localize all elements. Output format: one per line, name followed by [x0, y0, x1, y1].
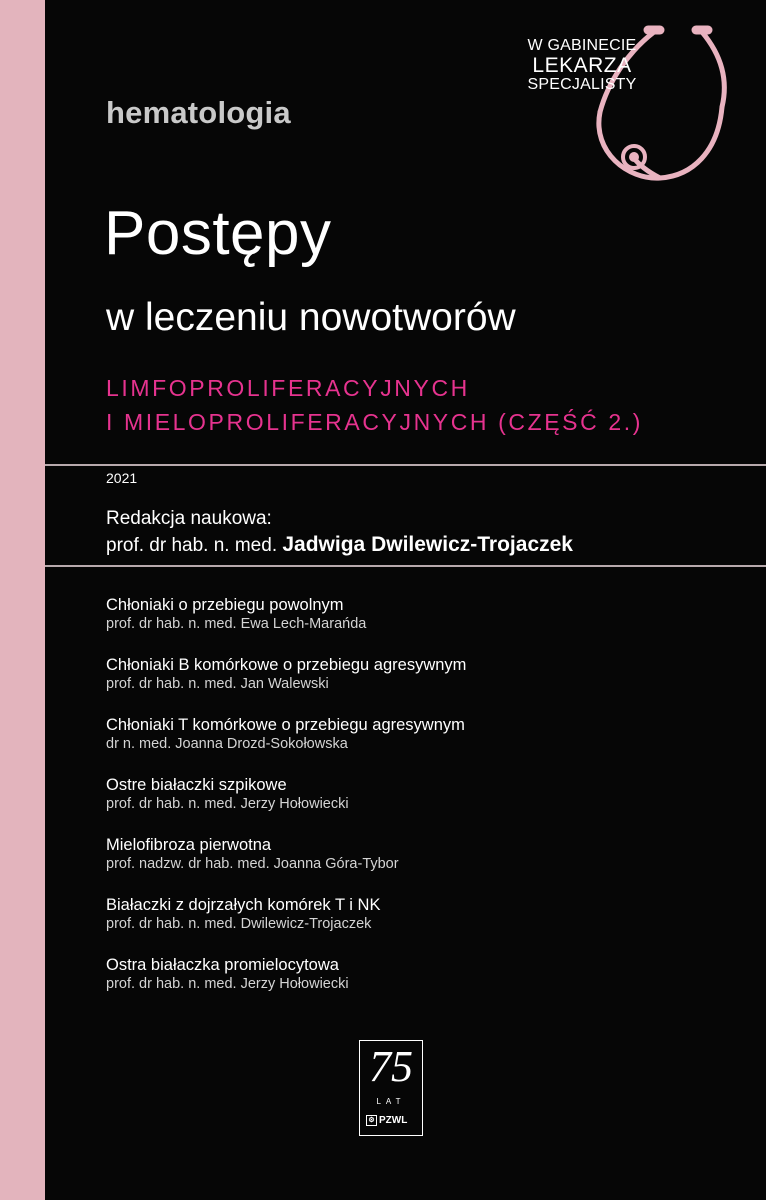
divider-bottom: [45, 565, 766, 567]
series-line-1: W GABINECIE: [527, 37, 637, 54]
chapter-title: Chłoniaki o przebiegu powolnym: [106, 596, 344, 614]
book-title: Postępy: [104, 199, 332, 268]
cover-spine: [0, 0, 45, 1200]
chapter-author: prof. dr hab. n. med. Ewa Lech-Marańda: [106, 616, 367, 632]
series-line-3: SPECJALISTY: [527, 75, 637, 93]
publisher-mark-icon: ⚙: [366, 1115, 377, 1126]
category-label: hematologia: [106, 95, 291, 130]
chapter-title: Białaczki z dojrzałych komórek T i NK: [106, 896, 381, 914]
chapter-item: [106, 775, 726, 835]
chapter-title: Ostra białaczka promielocytowa: [106, 956, 339, 974]
editor-name: Jadwiga Dwilewicz-Trojaczek: [282, 533, 573, 556]
book-subtitle-accent: [106, 371, 643, 439]
publication-year: 2021: [106, 470, 138, 486]
subtitle-accent-line-1: LIMFOPROLIFERACYJNYCH: [106, 375, 470, 401]
chapter-author: prof. dr hab. n. med. Jan Walewski: [106, 676, 329, 692]
chapter-title: Mielofibroza pierwotna: [106, 836, 272, 854]
chapter-author: prof. dr hab. n. med. Dwilewicz-Trojaczek: [106, 916, 372, 932]
publisher-logo: [366, 1115, 407, 1126]
chapter-title: Chłoniaki T komórkowe o przebiegu agresywnym: [106, 716, 465, 734]
chapter-list: [106, 595, 726, 1015]
chapter-author: prof. dr hab. n. med. Jerzy Hołowiecki: [106, 796, 349, 812]
chapter-title: Chłoniaki B komórkowe o przebiegu agresywnym: [106, 656, 467, 674]
chapter-item: [106, 835, 726, 895]
book-subtitle: w leczeniu nowotworów: [106, 296, 516, 339]
divider-top: [45, 464, 766, 466]
chapter-item: [106, 715, 726, 775]
editor-prefix: prof. dr hab. n. med.: [106, 535, 278, 556]
chapter-title: Ostre białaczki szpikowe: [106, 776, 287, 794]
chapter-item: [106, 595, 726, 655]
subtitle-accent-line-2: I MIELOPROLIFERACYJNYCH (CZĘŚĆ 2.): [106, 409, 643, 435]
anniversary-badge: [359, 1040, 423, 1136]
chapter-author: prof. dr hab. n. med. Jerzy Hołowiecki: [106, 976, 349, 992]
publisher-name: PZWL: [379, 1115, 408, 1127]
chapter-item: [106, 895, 726, 955]
series-label: [522, 38, 642, 94]
chapter-item: [106, 955, 726, 1015]
series-line-2: LEKARZA: [532, 53, 632, 77]
chapter-author: dr n. med. Joanna Drozd-Sokołowska: [106, 736, 348, 752]
chapter-author: prof. nadzw. dr hab. med. Joanna Góra-Tybor: [106, 856, 399, 872]
badge-label: LAT: [376, 1097, 406, 1106]
chapter-item: [106, 655, 726, 715]
editor-line: [106, 533, 573, 557]
editor-label: Redakcja naukowa:: [106, 508, 272, 529]
badge-number: 75: [369, 1042, 413, 1091]
